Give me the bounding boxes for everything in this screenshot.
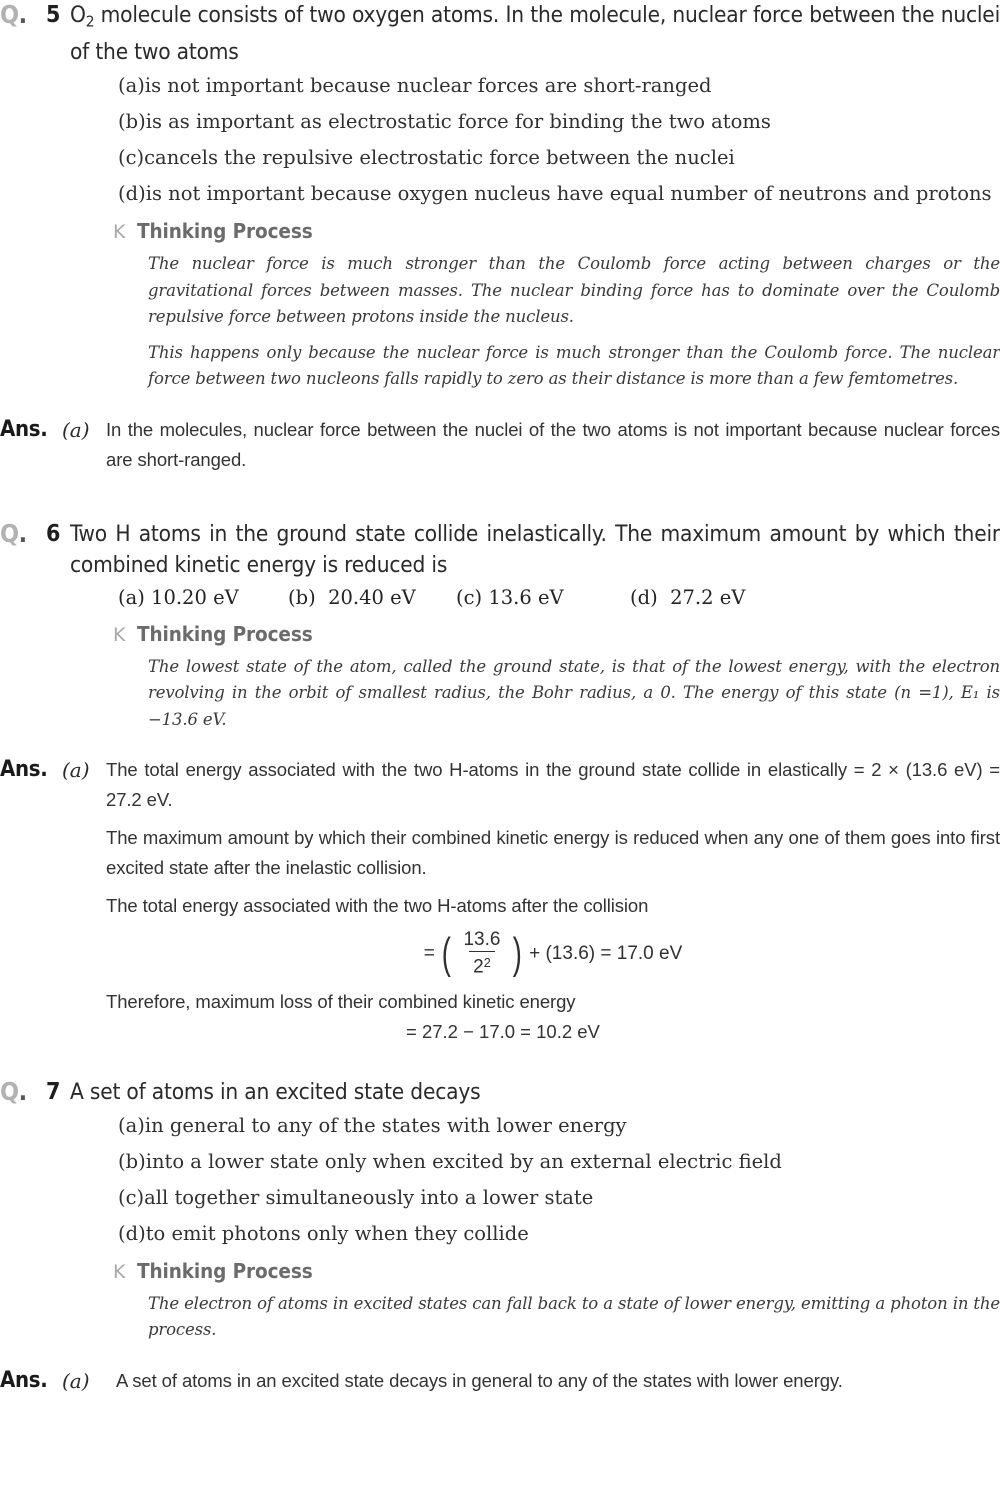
answer-paragraph: The maximum amount by which their combined kinetic energy is reduced when any one of them goes into first excited state after the inelastic collision. <box>106 827 1000 879</box>
answer-body <box>106 755 1000 1047</box>
question-block-7 <box>0 1077 1000 1396</box>
option-item[interactable] <box>288 581 456 615</box>
option-item[interactable] <box>118 1216 1000 1252</box>
spacer <box>0 1047 1000 1077</box>
answer-body <box>106 415 1000 475</box>
options-list-7 <box>118 1108 1000 1252</box>
key-icon: K <box>113 623 126 646</box>
option-item[interactable] <box>118 1144 1000 1180</box>
thinking-paragraph: The lowest state of the atom, called the ground state, is that of the lowest energy, with the electron revolving in the orbit of smallest radius, the Bohr radius, a 0. The energy of this state (n =1), E₁ is −13.6 eV. <box>148 656 1000 729</box>
option-item[interactable] <box>630 581 790 615</box>
answer-block-7 <box>0 1366 1000 1396</box>
option-label: (c) <box>118 1185 145 1209</box>
option-text: is not important because oxygen nucleus have equal number of neutrons and protons <box>145 182 992 206</box>
thinking-process-header <box>113 218 1000 245</box>
thinking-process-7 <box>113 1258 1000 1344</box>
option-text: 27.2 eV <box>670 585 746 609</box>
thinking-paragraph: The electron of atoms in excited states can fall back to a state of lower energy, emitting a photon in the process. <box>148 1293 1000 1340</box>
thinking-process-header <box>113 1258 1000 1285</box>
question-stem: Two H atoms in the ground state collide inelastically. The maximum amount by which their combined kinetic energy is reduced is <box>70 520 1000 578</box>
answer-label: Ans. <box>0 757 48 783</box>
question-block-5 <box>0 0 1000 475</box>
answer-option: (a) <box>62 417 90 442</box>
answer-option: (a) <box>62 1368 90 1393</box>
option-label: (d) <box>630 585 658 609</box>
thinking-process-title: Thinking Process <box>137 621 313 646</box>
question-marker-icon: Q. <box>0 0 27 29</box>
option-label: (d) <box>118 182 146 206</box>
thinking-process-body <box>148 1291 1000 1344</box>
right-paren: ) <box>513 929 523 979</box>
question-heading-7 <box>0 1077 1000 1108</box>
answer-paragraph: Therefore, maximum loss of their combined kinetic energy <box>106 990 576 1012</box>
spacer <box>0 1344 1000 1358</box>
equation-tail: + (13.6) = 17.0 eV <box>529 943 683 965</box>
thinking-process-6 <box>113 621 1000 734</box>
answer-equation <box>106 929 1000 979</box>
answer-label: Ans. <box>0 416 48 442</box>
answer-paragraph: The total energy associated with the two H-atoms after the collision <box>106 895 649 917</box>
fraction-numerator: 13.6 <box>463 929 501 951</box>
question-stem: $O_2$ molecule consists of two oxygen atoms. In the molecule, nuclear force between the nuclei of the two atoms <box>70 2 1000 66</box>
question-block-6 <box>0 519 1000 1047</box>
fraction-denominator: $2^2$ <box>469 951 495 979</box>
options-list-6 <box>118 581 1000 615</box>
option-text: to emit photons only when they collide <box>145 1221 529 1245</box>
answer-paragraph: In the molecules, nuclear force between the nuclei of the two atoms is not important because nuclear forces are short-ranged. <box>106 418 1000 470</box>
option-item[interactable] <box>456 581 630 615</box>
question-marker-icon: Q. <box>0 1076 27 1106</box>
option-item[interactable] <box>118 1180 1000 1216</box>
spacer <box>0 393 1000 407</box>
option-item[interactable] <box>118 68 1000 104</box>
option-label: (c) <box>456 585 483 609</box>
option-label: (c) <box>118 146 145 170</box>
option-text: 10.20 eV <box>151 585 239 609</box>
left-paren: ( <box>441 929 451 979</box>
spacer <box>0 733 1000 747</box>
thinking-paragraph: This happens only because the nuclear force is much stronger than the Coulomb force. The nuclear force between two nucleons falls rapidly to zero as their distance is more than a few femtometres. <box>148 342 1000 389</box>
answer-body <box>116 1366 1000 1396</box>
question-number: 6 <box>46 520 61 547</box>
options-list-5 <box>118 68 1000 212</box>
answer-paragraph: A set of atoms in an excited state decays in general to any of the states with lower energy. <box>116 1369 843 1391</box>
thinking-process-body <box>148 654 1000 734</box>
option-text: in general to any of the states with lower energy <box>144 1113 627 1137</box>
option-label: (b) <box>118 110 146 134</box>
thinking-process-title: Thinking Process <box>137 1258 313 1283</box>
answer-label: Ans. <box>0 1367 48 1393</box>
answer-block-6 <box>0 755 1000 1047</box>
subscript: 2 <box>85 12 95 31</box>
thinking-process-title: Thinking Process <box>137 219 313 244</box>
question-heading-5 <box>0 0 1000 68</box>
thinking-process-5 <box>113 218 1000 393</box>
question-heading-6 <box>0 519 1000 581</box>
key-icon: K <box>113 221 126 244</box>
option-label: (a) <box>118 74 145 98</box>
option-text: 20.40 eV <box>328 585 416 609</box>
option-label: (d) <box>118 1221 146 1245</box>
option-label: (a) <box>118 585 145 609</box>
key-icon: K <box>113 1260 126 1283</box>
equals-sign: = <box>423 943 435 965</box>
option-label: (b) <box>288 585 316 609</box>
option-text: into a lower state only when excited by an external electric field <box>145 1149 782 1173</box>
answer-paragraph: The total energy associated with the two H-atoms in the ground state collide in elastically = 2 × (13.6 eV) = 27.2 eV. <box>106 759 1000 811</box>
answer-equation-final: = 27.2 − 17.0 = 10.2 eV <box>406 1020 600 1042</box>
option-text: is as important as electrostatic force for binding the two atoms <box>145 110 771 134</box>
fraction <box>459 929 504 979</box>
question-number: 7 <box>46 1078 61 1105</box>
thinking-process-header <box>113 621 1000 648</box>
thinking-process-body <box>148 251 1000 393</box>
thinking-paragraph: The nuclear force is much stronger than the Coulomb force acting between charges or the gravitational forces between masses. The nuclear binding force has to dominate over the Coulomb repulsive force between protons inside the nucleus. <box>148 254 1000 327</box>
option-item[interactable] <box>118 140 1000 176</box>
question-stem: A set of atoms in an excited state decays <box>70 1078 481 1105</box>
option-item[interactable] <box>118 1108 1000 1144</box>
option-text: is not important because nuclear forces are short-ranged <box>144 74 712 98</box>
answer-block-5 <box>0 415 1000 475</box>
option-item[interactable] <box>118 104 1000 140</box>
option-item[interactable] <box>118 581 288 615</box>
exponent: 2 <box>483 956 491 971</box>
option-text: cancels the repulsive electrostatic force between the nuclei <box>144 146 735 170</box>
question-marker-icon: Q. <box>0 518 27 548</box>
question-number: 5 <box>46 2 61 28</box>
option-text: 13.6 eV <box>488 585 564 609</box>
option-text: all together simultaneously into a lower state <box>144 1185 594 1209</box>
option-label: (b) <box>118 1149 146 1173</box>
spacer <box>0 475 1000 519</box>
answer-option: (a) <box>62 758 90 783</box>
option-item[interactable] <box>118 176 1000 212</box>
option-label: (a) <box>118 1113 145 1137</box>
